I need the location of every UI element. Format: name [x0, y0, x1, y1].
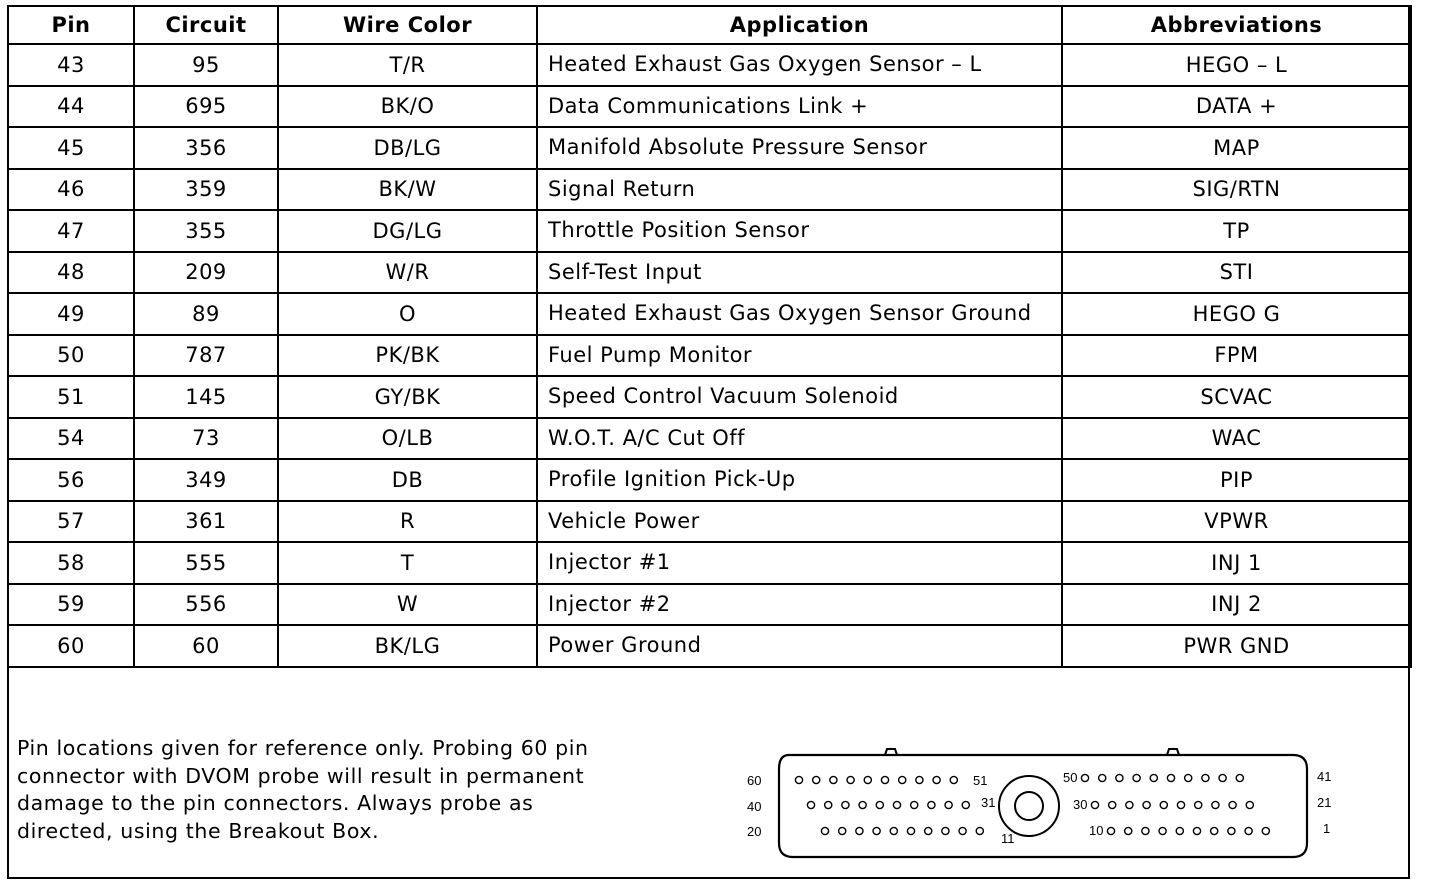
pin-hole [1202, 774, 1209, 781]
cell-abbreviation: HEGO – L [1062, 44, 1411, 86]
cell-application: Throttle Position Sensor [537, 210, 1062, 252]
cell-application: Vehicle Power [537, 501, 1062, 543]
cell-abbreviation: DATA + [1062, 86, 1411, 128]
connector-label: 20 [747, 824, 762, 839]
cell-wire-color: DB [278, 459, 537, 501]
cell-wire-color: O/LB [278, 418, 537, 460]
cell-circuit: 145 [134, 376, 278, 418]
table-row [8, 625, 1411, 667]
table-row [8, 44, 1411, 86]
pin-hole [1081, 774, 1088, 781]
note-line: Pin locations given for reference only. Probing 60 pin [17, 736, 589, 760]
pin-hole [807, 801, 814, 808]
pin-hole [893, 801, 900, 808]
table-row [8, 210, 1411, 252]
table-row [8, 252, 1411, 294]
cell-pin: 59 [8, 584, 134, 626]
cell-application: Injector #1 [537, 542, 1062, 584]
connector-bolt-inner [1015, 792, 1043, 820]
pin-hole [1245, 827, 1252, 834]
pin-hole [899, 776, 906, 783]
cell-application: Data Communications Link + [537, 86, 1062, 128]
cell-wire-color: BK/LG [278, 625, 537, 667]
cell-abbreviation: STI [1062, 252, 1411, 294]
connector-label: 11 [1001, 831, 1015, 846]
pin-hole [1091, 801, 1098, 808]
pin-hole [876, 801, 883, 808]
cell-circuit: 89 [134, 293, 278, 335]
header-abbreviations: Abbreviations [1062, 6, 1411, 44]
pin-hole [1236, 774, 1243, 781]
cell-circuit: 556 [134, 584, 278, 626]
pin-hole [830, 776, 837, 783]
cell-abbreviation: INJ 2 [1062, 584, 1411, 626]
cell-wire-color: T [278, 542, 537, 584]
cell-abbreviation: FPM [1062, 335, 1411, 377]
pin-hole [1195, 801, 1202, 808]
pin-hole [1133, 774, 1140, 781]
cell-circuit: 787 [134, 335, 278, 377]
cell-application: W.O.T. A/C Cut Off [537, 418, 1062, 460]
table-row [8, 376, 1411, 418]
pin-hole [976, 827, 983, 834]
table-row [8, 335, 1411, 377]
pin-hole [942, 827, 949, 834]
cell-abbreviation: SIG/RTN [1062, 169, 1411, 211]
cell-abbreviation: MAP [1062, 127, 1411, 169]
cell-pin: 56 [8, 459, 134, 501]
cell-pin: 44 [8, 86, 134, 128]
header-wire-color: Wire Color [278, 6, 537, 44]
pin-hole [945, 801, 952, 808]
note-line: damage to the pin connectors. Always probe as [17, 791, 534, 815]
pin-hole [881, 776, 888, 783]
pin-hole [1107, 827, 1114, 834]
cell-pin: 45 [8, 127, 134, 169]
pin-hole [1125, 827, 1132, 834]
table-row [8, 86, 1411, 128]
connector-label: 21 [1317, 795, 1332, 810]
pin-hole [839, 827, 846, 834]
cell-pin: 46 [8, 169, 134, 211]
pin-hole [847, 776, 854, 783]
cell-abbreviation: PWR GND [1062, 625, 1411, 667]
cell-wire-color: PK/BK [278, 335, 537, 377]
note-line: connector with DVOM probe will result in permanent [17, 763, 585, 788]
cell-pin: 51 [8, 376, 134, 418]
pin-hole [1109, 801, 1116, 808]
pin-hole [842, 801, 849, 808]
connector-label: 50 [1063, 770, 1078, 785]
connector-label: 41 [1317, 769, 1332, 784]
pin-hole [925, 827, 932, 834]
pin-hole [1229, 801, 1236, 808]
pin-hole [1228, 827, 1235, 834]
cell-circuit: 349 [134, 459, 278, 501]
cell-pin: 60 [8, 625, 134, 667]
pin-hole [928, 801, 935, 808]
cell-pin: 58 [8, 542, 134, 584]
cell-wire-color: DB/LG [278, 127, 537, 169]
cell-abbreviation: PIP [1062, 459, 1411, 501]
table-row [8, 169, 1411, 211]
connector-label: 30 [1073, 797, 1088, 812]
pin-hole [873, 827, 880, 834]
cell-pin: 43 [8, 44, 134, 86]
connector-diagram [739, 745, 1339, 863]
pin-hole [1167, 774, 1174, 781]
cell-application: Fuel Pump Monitor [537, 335, 1062, 377]
pin-hole [962, 801, 969, 808]
cell-circuit: 361 [134, 501, 278, 543]
cell-wire-color: BK/O [278, 86, 537, 128]
cell-application: Manifold Absolute Pressure Sensor [537, 127, 1062, 169]
cell-pin: 48 [8, 252, 134, 294]
cell-application: Power Ground [537, 625, 1062, 667]
cell-circuit: 356 [134, 127, 278, 169]
pin-hole [795, 776, 802, 783]
header-application: Application [537, 6, 1062, 44]
cell-wire-color: O [278, 293, 537, 335]
cell-pin: 49 [8, 293, 134, 335]
header-pin: Pin [8, 6, 134, 44]
pin-hole [1099, 774, 1106, 781]
connector-label: 60 [747, 773, 762, 788]
cell-abbreviation: VPWR [1062, 501, 1411, 543]
cell-wire-color: W/R [278, 252, 537, 294]
connector-label: 31 [981, 795, 996, 810]
table-row [8, 501, 1411, 543]
cell-abbreviation: HEGO G [1062, 293, 1411, 335]
table-row [8, 584, 1411, 626]
table-row [8, 542, 1411, 584]
pin-hole [907, 827, 914, 834]
pinout-document [7, 5, 1410, 879]
pin-hole [1211, 827, 1218, 834]
note-line: directed, using the Breakout Box. [17, 818, 380, 843]
cell-circuit: 60 [134, 625, 278, 667]
cell-circuit: 95 [134, 44, 278, 86]
pin-hole [1116, 774, 1123, 781]
pin-hole [1126, 801, 1133, 808]
table-header-row [8, 6, 1411, 44]
pin-hole [1160, 801, 1167, 808]
probing-note [17, 735, 657, 845]
cell-wire-color: R [278, 501, 537, 543]
pin-hole [813, 776, 820, 783]
table-row [8, 293, 1411, 335]
pin-hole [1219, 774, 1226, 781]
cell-pin: 47 [8, 210, 134, 252]
connector-label: 10 [1089, 823, 1104, 838]
cell-application: Heated Exhaust Gas Oxygen Sensor – L [537, 44, 1062, 86]
table-row [8, 418, 1411, 460]
connector-label: 40 [747, 799, 762, 814]
cell-wire-color: DG/LG [278, 210, 537, 252]
connector-label: 1 [1323, 821, 1331, 836]
table-row [8, 127, 1411, 169]
cell-circuit: 355 [134, 210, 278, 252]
cell-pin: 54 [8, 418, 134, 460]
pin-hole [864, 776, 871, 783]
cell-pin: 57 [8, 501, 134, 543]
pin-hole [911, 801, 918, 808]
pin-hole [950, 776, 957, 783]
pin-hole [1212, 801, 1219, 808]
cell-application: Self-Test Input [537, 252, 1062, 294]
pin-hole [1246, 801, 1253, 808]
cell-pin: 50 [8, 335, 134, 377]
cell-wire-color: BK/W [278, 169, 537, 211]
pin-hole [1176, 827, 1183, 834]
pinout-table [7, 5, 1412, 668]
cell-wire-color: T/R [278, 44, 537, 86]
pin-hole [859, 801, 866, 808]
pin-hole [1185, 774, 1192, 781]
cell-abbreviation: WAC [1062, 418, 1411, 460]
pin-hole [959, 827, 966, 834]
header-circuit: Circuit [134, 6, 278, 44]
pin-hole [933, 776, 940, 783]
cell-wire-color: GY/BK [278, 376, 537, 418]
cell-abbreviation: INJ 1 [1062, 542, 1411, 584]
pin-hole [1142, 827, 1149, 834]
pin-hole [856, 827, 863, 834]
pin-hole [821, 827, 828, 834]
pin-hole [916, 776, 923, 783]
pin-hole [1193, 827, 1200, 834]
cell-application: Heated Exhaust Gas Oxygen Sensor Ground [537, 293, 1062, 335]
cell-application: Profile Ignition Pick-Up [537, 459, 1062, 501]
cell-circuit: 359 [134, 169, 278, 211]
table-row [8, 459, 1411, 501]
cell-application: Signal Return [537, 169, 1062, 211]
cell-circuit: 209 [134, 252, 278, 294]
connector-label: 51 [973, 773, 988, 788]
cell-circuit: 555 [134, 542, 278, 584]
cell-abbreviation: SCVAC [1062, 376, 1411, 418]
pin-hole [825, 801, 832, 808]
pin-hole [1150, 774, 1157, 781]
cell-application: Injector #2 [537, 584, 1062, 626]
cell-circuit: 73 [134, 418, 278, 460]
cell-abbreviation: TP [1062, 210, 1411, 252]
pin-hole [1262, 827, 1269, 834]
pin-hole [1159, 827, 1166, 834]
pin-hole [890, 827, 897, 834]
pin-hole [1177, 801, 1184, 808]
pin-hole [1143, 801, 1150, 808]
connector-bolt-outer [999, 776, 1059, 836]
cell-application: Speed Control Vacuum Solenoid [537, 376, 1062, 418]
cell-circuit: 695 [134, 86, 278, 128]
cell-wire-color: W [278, 584, 537, 626]
